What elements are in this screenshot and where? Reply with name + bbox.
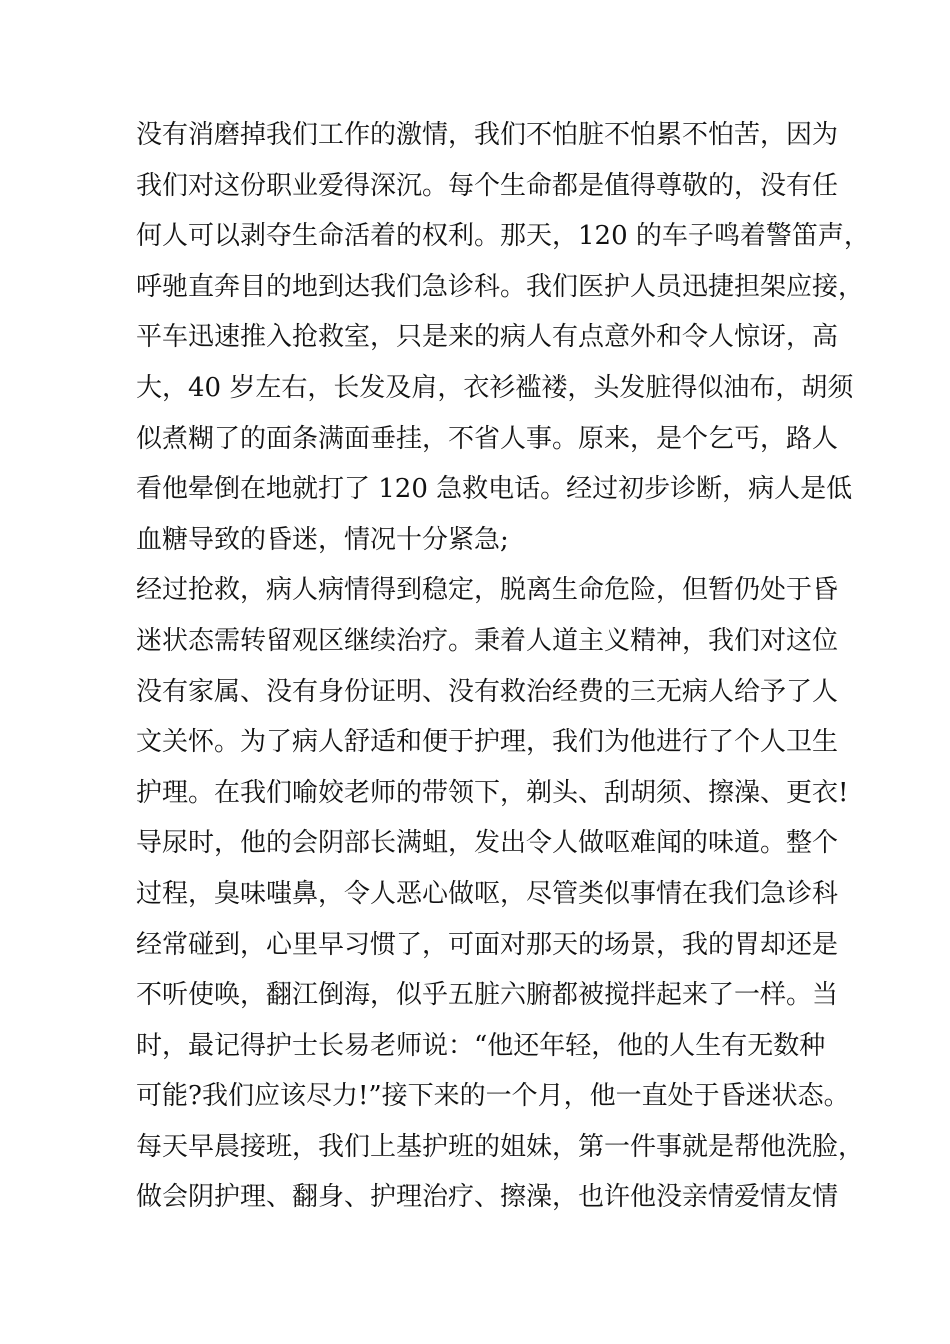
text-line: 护理。在我们喻姣老师的带领下，剃头、刮胡须、擦澡、更衣! (136, 777, 849, 808)
text-line: 没有消磨掉我们工作的激情，我们不怕脏不怕累不怕苦，因为 (136, 120, 839, 150)
text-line: 经过抢救，病人病情得到稳定，脱离生命危险，但暂仍处于昏 (136, 575, 839, 606)
text-line: 导尿时，他的会阴部长满蛆，发出令人做呕难闻的味道。整个 (136, 828, 839, 859)
text-line: 迷状态需转留观区继续治疗。秉着人道主义精神，我们对这位 (136, 625, 839, 656)
text-line: 每天早晨接班，我们上基护班的姐妹，第一件事就是帮他洗脸， (136, 1131, 865, 1162)
text-line: 看他晕倒在地就打了 120 急救电话。经过初步诊断，病人是低 (136, 474, 853, 505)
text-line: 血糖导致的昏迷，情况十分紧急; (136, 524, 509, 555)
body-text (136, 110, 870, 1223)
text-line: 没有家属、没有身份证明、没有救治经费的三无病人给予了人 (136, 676, 839, 707)
text-line: 经常碰到，心里早习惯了，可面对那天的场景，我的胃却还是 (136, 929, 839, 960)
text-line: 不听使唤，翻江倒海，似乎五脏六腑都被搅拌起来了一样。当 (136, 980, 839, 1011)
text-line: 平车迅速推入抢救室，只是来的病人有点意外和令人惊讶，高 (136, 322, 839, 353)
text-line: 似煮糊了的面条满面垂挂，不省人事。原来，是个乞丐，路人 (136, 423, 839, 454)
text-line: 我们对这份职业爱得深沉。每个生命都是值得尊敬的，没有任 (136, 170, 839, 201)
text-line: 文关怀。为了病人舒适和便于护理，我们为他进行了个人卫生 (136, 727, 839, 758)
text-line: 可能?我们应该尽力!”接下来的一个月，他一直处于昏迷状态。 (136, 1081, 850, 1112)
text-line: 做会阴护理、翻身、护理治疗、擦澡，也许他没亲情爱情友情 (136, 1182, 839, 1213)
text-line: 呼驰直奔目的地到达我们急诊科。我们医护人员迅捷担架应接， (136, 271, 865, 302)
text-line: 时，最记得护士长易老师说：“他还年轻，他的人生有无数种 (136, 1030, 826, 1061)
text-line: 大，40 岁左右，长发及肩，衣衫褴褛，头发脏得似油布，胡须 (136, 372, 854, 403)
text-line: 过程，臭味嗤鼻，令人恶心做呕，尽管类似事情在我们急诊科 (136, 878, 839, 909)
text-line: 何人可以剥夺生命活着的权利。那天，120 的车子鸣着警笛声， (136, 221, 870, 252)
